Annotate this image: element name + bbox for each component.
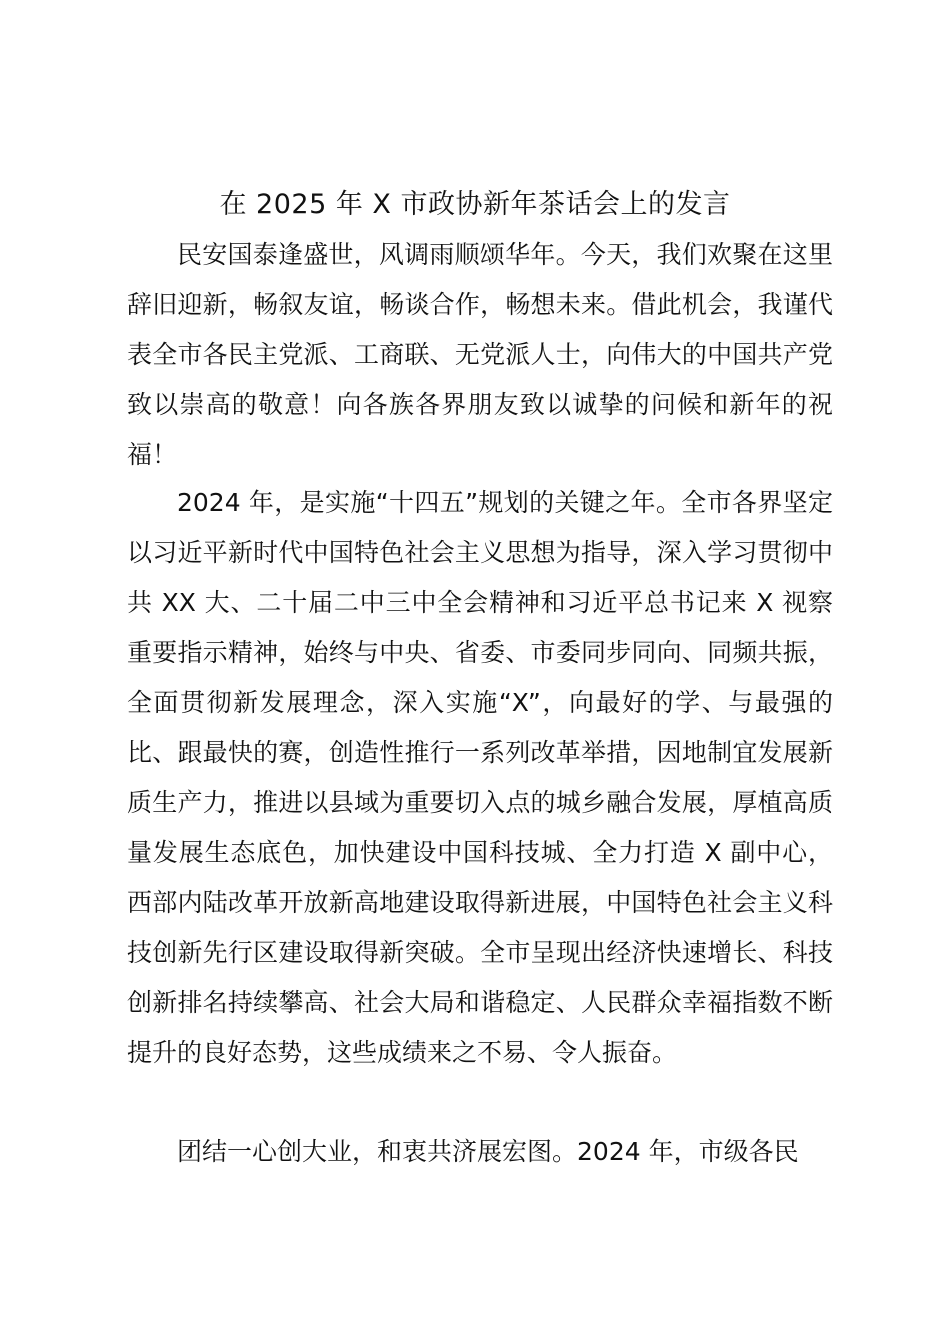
paragraph-unity: 团结一心创大业，和衷共济展宏图。2024 年，市级各民: [177, 1137, 799, 1166]
document-title: 在 2025 年 X 市政协新年茶话会上的发言: [219, 189, 731, 220]
paragraph-opening: 民安国泰逢盛世，风调雨顺颂华年。今天，我们欢聚在这里辞旧迎新，畅叙友谊，畅谈合作，畅想未来。借此机会，我谨代表全市各民主党派、工商联、无党派人士，向伟大的中国共产党致以崇高的敬意！向各族各界朋友致以诚挚的问候和新年的祝福！: [127, 240, 833, 469]
paragraph-review-2024: 2024 年，是实施“十四五”规划的关键之年。全市各界坚定以习近平新时代中国特色社会主义思想为指导，深入学习贯彻中共 XX 大、二十届二中三中全会精神和习近平总书记来 X 视察重要指示精神，始终与中央、省委、市委同步同向、同频共振，全面贯彻新发展理念，深入实施“X”，向最好的学、与最强的比、跟最快的赛，创造性推行一系列改革举措，因地制宜发展新质生产力，推进以县域为重要切入点的城乡融合发展，厚植高质量发展生态底色，加快建设中国科技城、全力打造 X 副中心，西部内陆改革开放新高地建设取得新进展，中国特色社会主义科技创新先行区建设取得新突破。全市呈现出经济快速增长、科技创新排名持续攀高、社会大局和谐稳定、人民群众幸福指数不断提升的良好态势，这些成绩来之不易、令人振奋。: [127, 488, 833, 1067]
